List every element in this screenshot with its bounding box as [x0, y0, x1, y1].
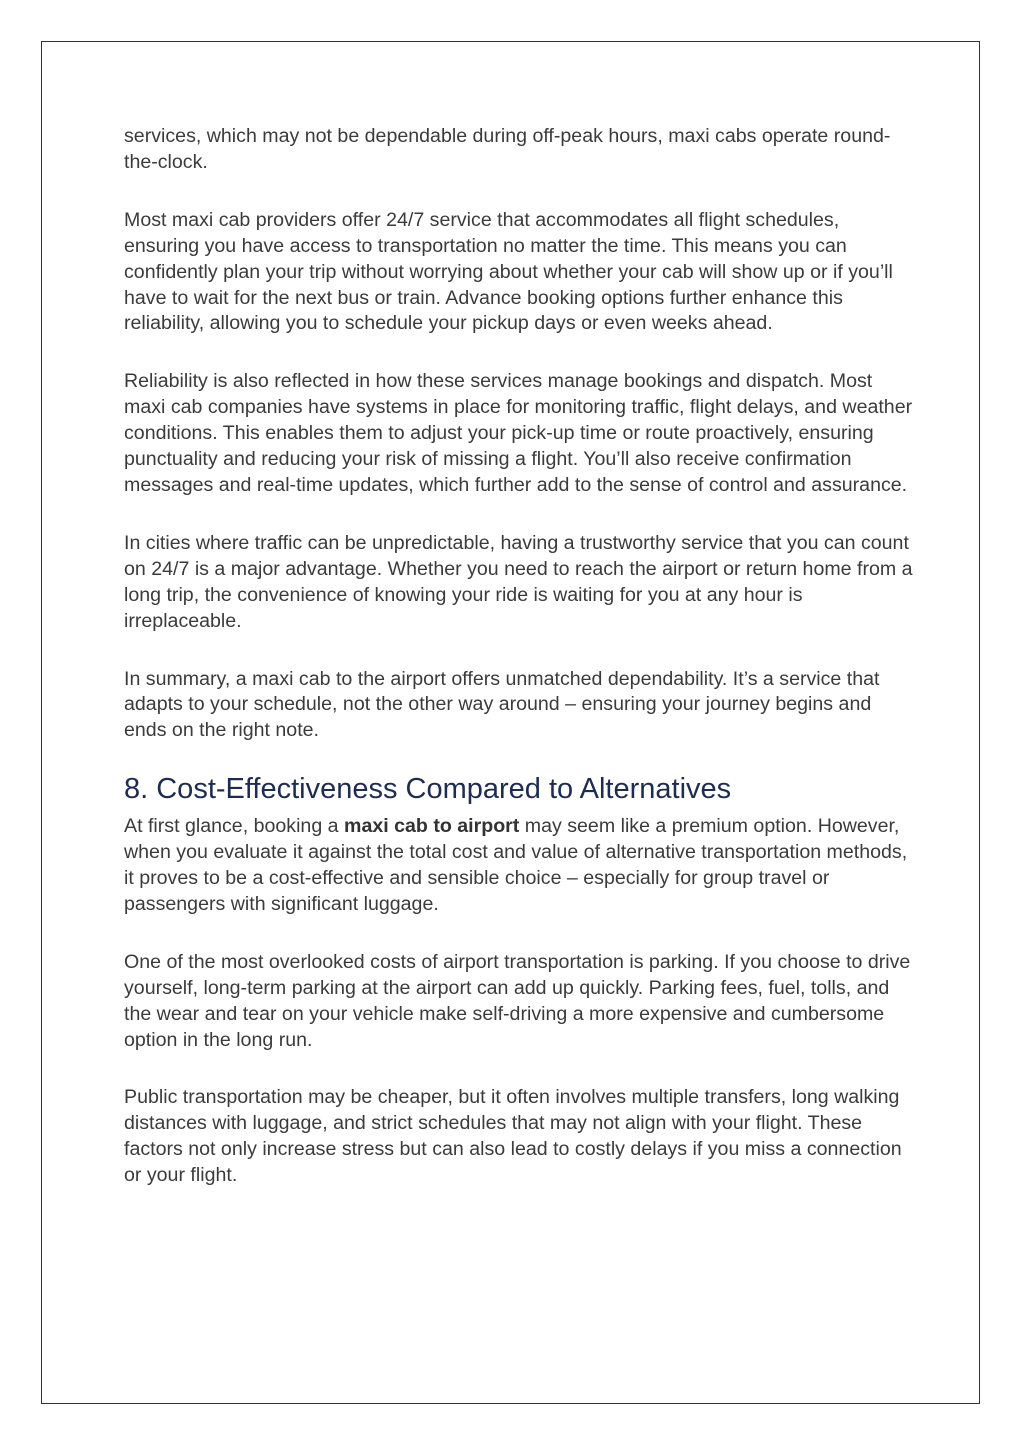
paragraph: services, which may not be dependable during off-peak hours, maxi cabs operate round-the-clock. — [124, 125, 891, 173]
intro-text-start: At first glance, booking a — [124, 815, 345, 838]
paragraph: Reliability is also reflected in how these services manage bookings and dispatch. Most maxi cab companies have systems in place for monitoring traffic, flight delays, and weather conditions. This enables them to adjust your pick-up time or route proactively, ensuring punctuality and reducing your risk of missing a flight. You’ll also receive confirmation messages and real-time updates, which further add to the sense of control and assurance. — [124, 370, 913, 496]
paragraph: In summary, a maxi cab to the airport offers unmatched dependability. It’s a service that adapts to your schedule, not the other way around – ensuring your journey begins and ends on the right note. — [124, 667, 880, 742]
paragraph: One of the most overlooked costs of airport transportation is parking. If you choose to drive yourself, long-term parking at the airport can add up quickly. Parking fees, fuel, tolls, and the wear and tear on your vehicle make self-driving a more expensive and cumbersome option in the long run. — [124, 950, 911, 1051]
document-body — [124, 124, 914, 1221]
paragraph: Most maxi cab providers offer 24/7 service that accommodates all flight schedules, ensuring you have access to transportation no matter the time. This means you can confidently plan your trip without worrying about whether your cab will show up or if you’ll have to wait for the next bus or train. Advance booking options further enhance this reliability, allowing you to schedule your pickup days or even weeks ahead. — [124, 208, 893, 335]
section-intro-paragraph — [124, 814, 914, 918]
section-heading: 8. Cost-Effectiveness Compared to Alternatives — [124, 773, 732, 806]
intro-text-end: may seem like a premium option. However, when you evaluate it against the total cost and value of alternative transportation methods, it proves to be a cost-effective and sensible choice – especially for group travel or passengers with significant luggage. — [124, 815, 908, 915]
paragraph: Public transportation may be cheaper, but it often involves multiple transfers, long walking distances with luggage, and strict schedules that may not align with your flight. These factors not only increase stress but can also lead to costly delays if you miss a connection or your flight. — [124, 1086, 902, 1187]
intro-bold-keyword: maxi cab to airport — [344, 815, 520, 838]
paragraph: In cities where traffic can be unpredictable, having a trustworthy service that you can count on 24/7 is a major advantage. Whether you need to reach the airport or return home from a long trip, the convenience of knowing your ride is waiting for you at any hour is irreplaceable. — [124, 531, 913, 632]
